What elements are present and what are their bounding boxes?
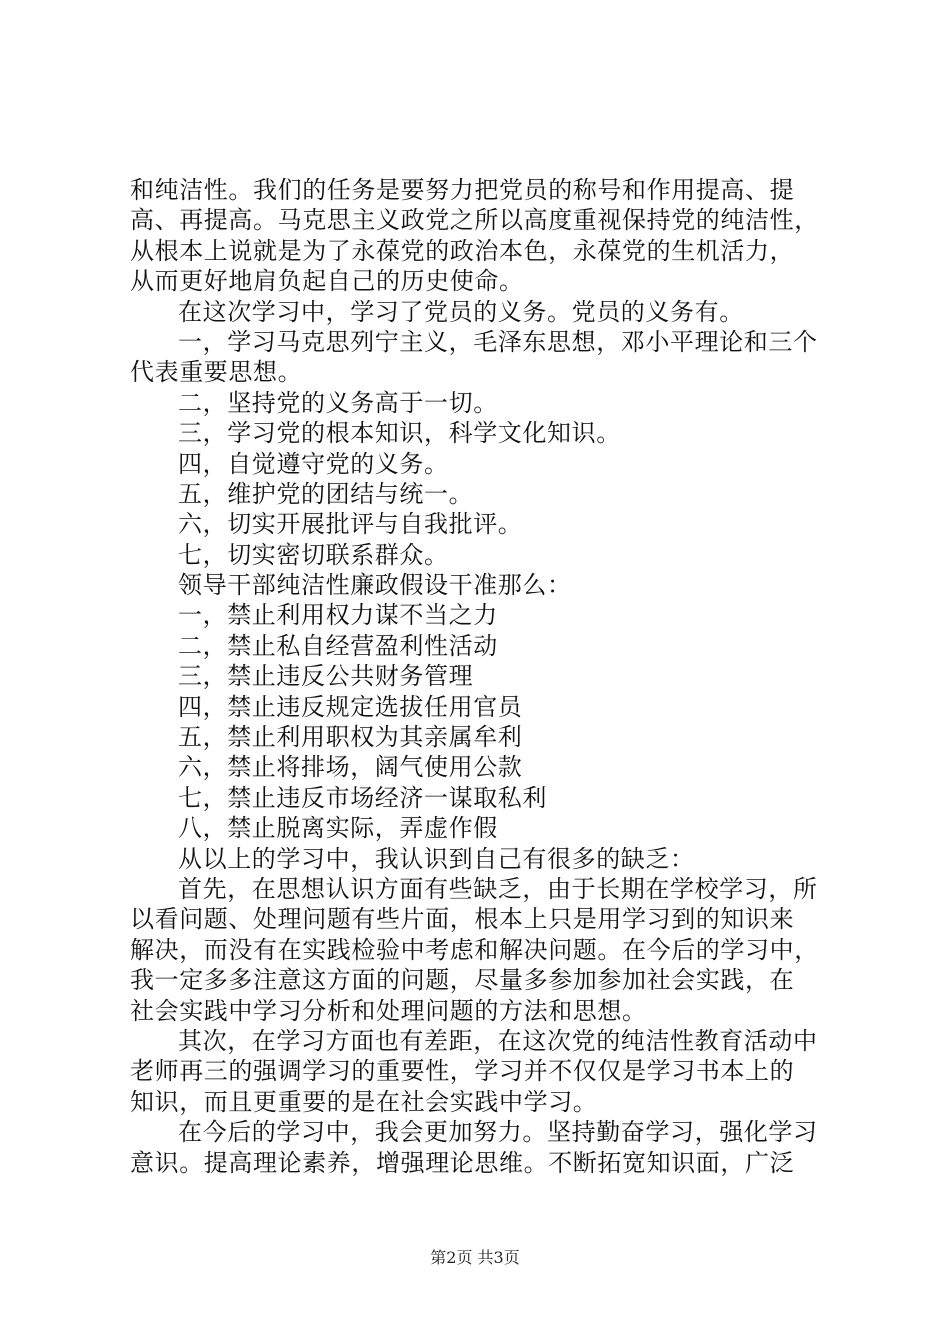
text-line: 二，坚持党的义务高于一切。 (178, 388, 498, 417)
text-line: 四，自觉遵守党的义务。 (178, 449, 449, 478)
text-line: 意识。提高理论素养，增强理论思维。不断拓宽知识面，广泛 (130, 1148, 795, 1177)
text-line: 首先，在思想认识方面有些缺乏，由于长期在学校学习，所 (178, 874, 818, 903)
text-line: 三，学习党的根本知识，科学文化知识。 (178, 419, 621, 448)
text-line: 和纯洁性。我们的任务是要努力把党员的称号和作用提高、提 (130, 176, 795, 204)
text-line: 领导干部纯洁性廉政假设干准那么： (178, 571, 572, 600)
text-line: 四，禁止违反规定选拔任用官员 (178, 692, 523, 721)
document-body (130, 175, 842, 1178)
text-line: 六，禁止将排场，阔气使用公款 (178, 753, 523, 782)
text-line: 八，禁止脱离实际，弄虚作假 (178, 814, 498, 843)
text-line: 社会实践中学习分析和处理问题的方法和思想。 (130, 996, 647, 1025)
text-line: 六，切实开展批评与自我批评。 (178, 510, 523, 539)
text-line: 以看问题、处理问题有些片面，根本上只是用学习到的知识来 (130, 905, 795, 934)
text-line: 在这次学习中，学习了党员的义务。党员的义务有。 (178, 297, 744, 326)
text-line: 三，禁止违反公共财务管理 (178, 662, 474, 691)
text-line: 五，维护党的团结与统一。 (178, 479, 474, 508)
text-line: 五，禁止利用职权为其亲属牟利 (178, 723, 523, 752)
text-line: 七，禁止违反市场经济一谋取私利 (178, 783, 547, 812)
text-line: 一，禁止利用权力谋不当之力 (178, 601, 498, 630)
text-line: 其次，在学习方面也有差距，在这次党的纯洁性教育活动中 (178, 1026, 818, 1055)
text-line: 二，禁止私自经营盈利性活动 (178, 631, 498, 660)
text-line: 一，学习马克思列宁主义，毛泽东思想，邓小平理论和三个 (178, 327, 818, 356)
text-line: 从根本上说就是为了永葆党的政治本色，永葆党的生机活力， (130, 236, 795, 265)
text-line: 七，切实密切联系群众。 (178, 540, 449, 569)
text-line: 知识，而且更重要的是在社会实践中学习。 (130, 1087, 598, 1116)
text-line: 从以上的学习中，我认识到自己有很多的缺乏： (178, 844, 695, 873)
text-line: 代表重要思想。 (130, 358, 303, 387)
text-line: 高、再提高。马克思主义政党之所以高度重视保持党的纯洁性， (130, 206, 819, 235)
text-line: 老师再三的强调学习的重要性，学习并不仅仅是学习书本上的 (130, 1057, 795, 1086)
text-line: 从而更好地肩负起自己的历史使命。 (130, 267, 524, 296)
text-line: 我一定多多注意这方面的问题，尽量多参加参加社会实践，在 (130, 966, 795, 995)
text-line: 在今后的学习中，我会更加努力。坚持勤奋学习，强化学习 (178, 1118, 818, 1147)
page-number-footer: 第2页 共3页 (430, 1248, 520, 1267)
text-line: 解决，而没有在实践检验中考虑和解决问题。在今后的学习中， (130, 935, 819, 964)
